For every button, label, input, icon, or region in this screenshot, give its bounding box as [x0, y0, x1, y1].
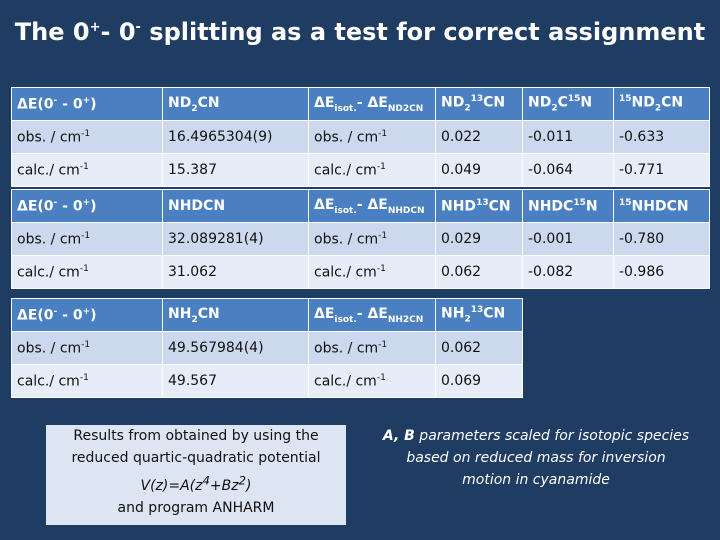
table-cell: 0.049 [436, 154, 523, 187]
header-isotopic-diff: $\Delta E_{isot.}-$ $\Delta E_{ND2CN}$ [309, 88, 436, 121]
table-cell: 0.029 [436, 223, 523, 256]
table-row-obs [12, 121, 710, 154]
table-cell: 0.062 [436, 256, 523, 289]
note-line: based on reduced mass for inversion [406, 450, 666, 466]
table-row-calc [12, 365, 710, 398]
table-cell: 32.089281(4) [163, 223, 309, 256]
table-row-obs [12, 332, 710, 365]
table-cell: 16.4965304(9) [163, 121, 309, 154]
table-cell: 0.069 [436, 365, 523, 398]
table-cell: -0.633 [614, 121, 710, 154]
method-note [46, 425, 346, 525]
table-cell: 49.567984(4) [163, 332, 309, 365]
header-isotopologue-3: $^{15}ND_2CN$ [614, 88, 710, 121]
header-isotopologue-3: $^{15}$NHDCN [614, 190, 710, 223]
header-splitting: ΔE(0- - 0+) [12, 299, 163, 332]
header-isotopic-diff: $\Delta E_{isot.}-$ $\Delta E_{NH2CN}$ [309, 299, 436, 332]
note-line: and program ANHARM [117, 499, 275, 516]
row-label: obs. / $cm^{-1}$ [309, 223, 436, 256]
table-header-row [12, 190, 710, 223]
empty-cell [523, 299, 614, 332]
table-cell: 0.062 [436, 332, 523, 365]
table-nhdcn [11, 189, 710, 289]
note-line: reduced quartic-quadratic potential [71, 450, 321, 466]
page-title: The 0+- 0- splitting as a test for correct assignment [14, 18, 706, 46]
table-cell: 0.022 [436, 121, 523, 154]
table-cell: 49.567 [163, 365, 309, 398]
row-label: obs. / $cm^{-1}$ [309, 332, 436, 365]
empty-cell [614, 332, 710, 365]
header-isotopic-diff: $\Delta E_{isot.}-$ $\Delta E_{NHDCN}$ [309, 190, 436, 223]
table-header-row [12, 88, 710, 121]
table-cell: -0.082 [523, 256, 614, 289]
row-label: obs. / $cm^{-1}$ [12, 332, 163, 365]
header-species: NHDCN [163, 190, 309, 223]
potential-formula: $V(z)=A(z^4+Bz^2)$ [140, 473, 252, 494]
table-row-calc [12, 256, 710, 289]
table-nd2cn [11, 87, 710, 187]
note-line: motion in cyanamide [462, 472, 610, 488]
header-species: $ND_2CN$ [163, 88, 309, 121]
header-isotopologue-1: $ND_2^{13}CN$ [436, 88, 523, 121]
row-label: calc./ $cm^{-1}$ [12, 154, 163, 187]
table-header-row [12, 299, 710, 332]
table-cell: -0.064 [523, 154, 614, 187]
header-isotopologue-1: NHD$^{13}$CN [436, 190, 523, 223]
header-splitting: ΔE(0- - 0+) [12, 190, 163, 223]
table-row-obs [12, 223, 710, 256]
row-label: obs. / $cm^{-1}$ [12, 223, 163, 256]
row-label: calc./ $cm^{-1}$ [12, 365, 163, 398]
empty-cell [614, 299, 710, 332]
header-isotopologue-1: $NH_2^{13}CN$ [436, 299, 523, 332]
row-label: calc./ $cm^{-1}$ [309, 365, 436, 398]
row-label: obs. / $cm^{-1}$ [309, 121, 436, 154]
note-line: Results from obtained by using the [73, 428, 319, 444]
row-label: calc./ $cm^{-1}$ [309, 154, 436, 187]
header-isotopologue-2: NHDC$^{15}$N [523, 190, 614, 223]
table-cell: -0.986 [614, 256, 710, 289]
empty-cell [614, 365, 710, 398]
table-cell: -0.771 [614, 154, 710, 187]
scaling-note [366, 425, 706, 491]
row-label: calc./ $cm^{-1}$ [12, 256, 163, 289]
note-line: A, B parameters scaled for isotopic species [382, 428, 690, 444]
table-cell: 15.387 [163, 154, 309, 187]
row-label: calc./ $cm^{-1}$ [309, 256, 436, 289]
table-nh2cn [11, 298, 710, 398]
empty-cell [523, 365, 614, 398]
table-row-calc [12, 154, 710, 187]
header-species: $NH_2CN$ [163, 299, 309, 332]
table-cell: -0.780 [614, 223, 710, 256]
table-cell: 31.062 [163, 256, 309, 289]
row-label: obs. / $cm^{-1}$ [12, 121, 163, 154]
header-isotopologue-2: $ND_2C^{15}N$ [523, 88, 614, 121]
table-cell: -0.011 [523, 121, 614, 154]
empty-cell [523, 332, 614, 365]
table-cell: -0.001 [523, 223, 614, 256]
header-splitting: ΔE(0- - 0+) [12, 88, 163, 121]
